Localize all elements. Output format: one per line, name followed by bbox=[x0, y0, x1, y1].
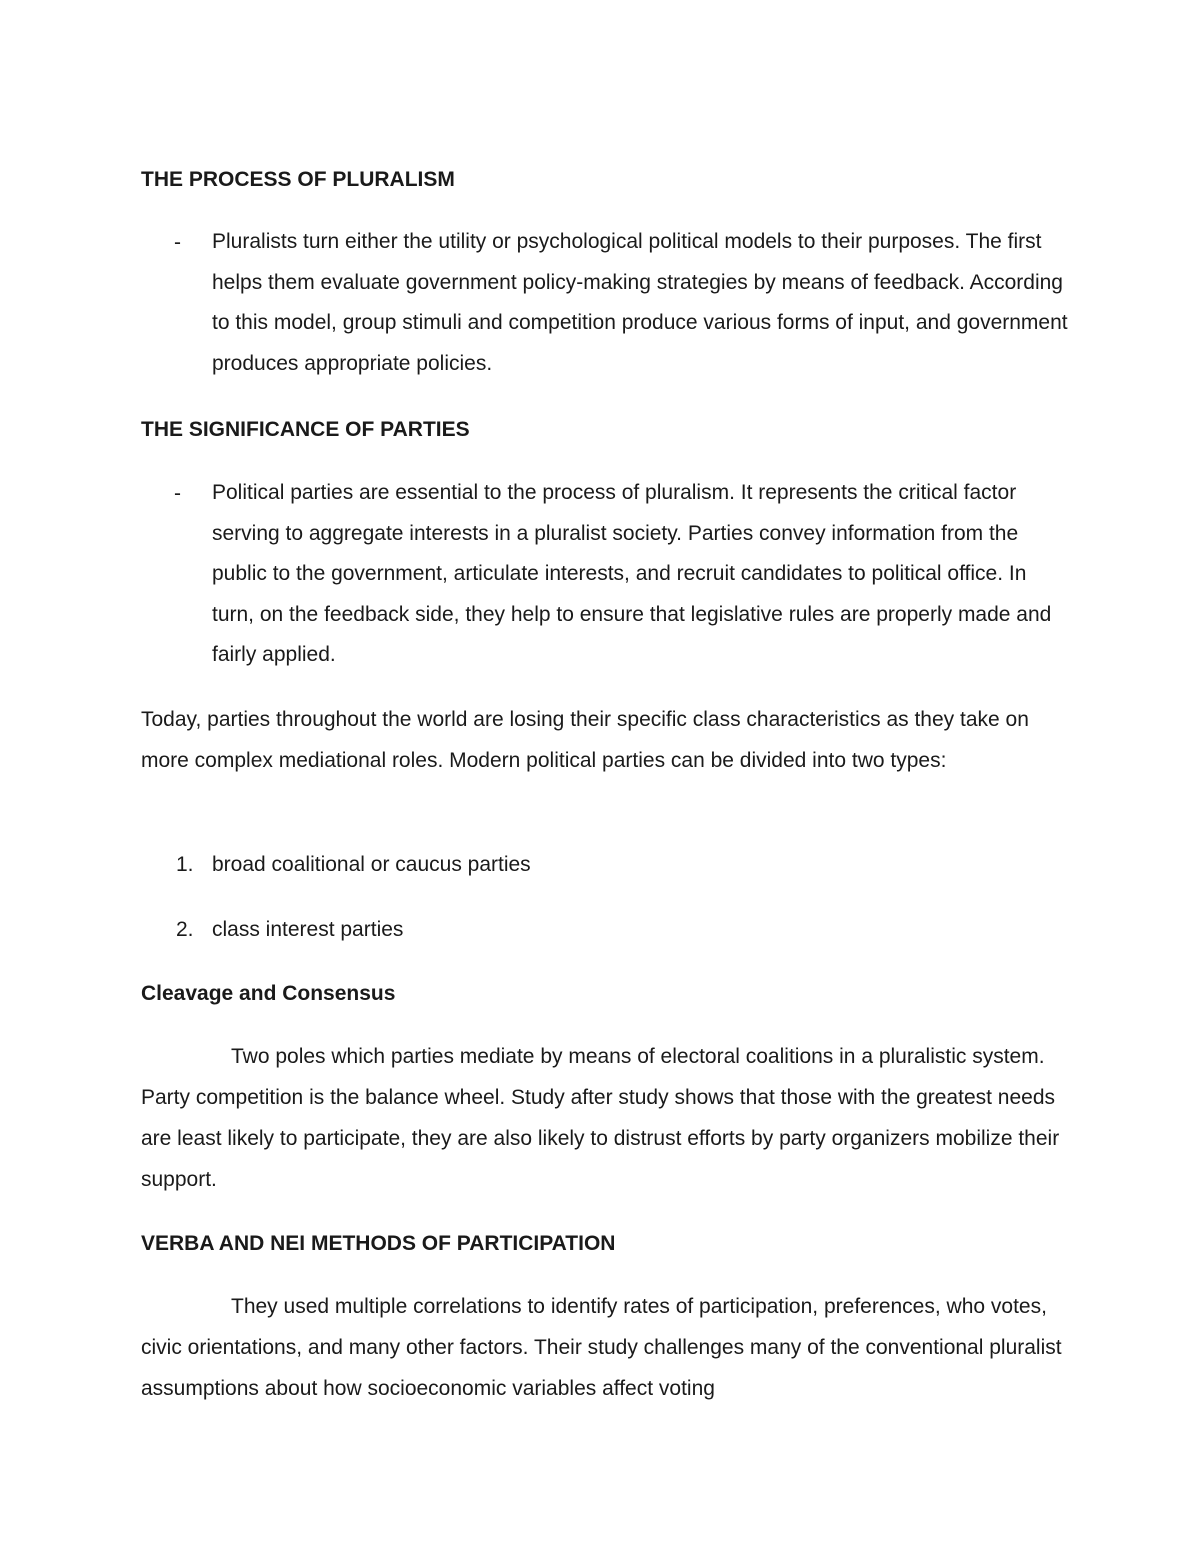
list-item-caucus-parties: broad coalitional or caucus parties bbox=[212, 853, 531, 876]
paragraph-verba: They used multiple correlations to identify rates of participation, preferences, who votes, civic orientations, and many other factors. Their study challenges many of the conventional pluralist assumptions about how socioeconomic variables affect voting bbox=[141, 1295, 1062, 1400]
heading-verba-and-nei: VERBA AND NEI METHODS OF PARTICIPATION bbox=[141, 1232, 616, 1255]
list-number: 1. bbox=[176, 853, 194, 876]
bullet-item-parties bbox=[141, 473, 1081, 678]
bullet-marker: - bbox=[174, 482, 181, 505]
list-number: 2. bbox=[176, 918, 194, 941]
bullet-text-pluralism: Pluralists turn either the utility or psychological political models to their purposes. The first helps them evaluate government policy-making strategies by means of feedback. According to this model, group stimuli and competition produce various forms of input, and government produces appropriate policies. bbox=[212, 230, 1068, 375]
heading-significance-of-parties: THE SIGNIFICANCE OF PARTIES bbox=[141, 418, 470, 441]
bullet-item-pluralism bbox=[141, 222, 1081, 387]
bullet-marker: - bbox=[174, 231, 181, 254]
list-item-class-interest-parties: class interest parties bbox=[212, 918, 404, 941]
heading-cleavage-and-consensus: Cleavage and Consensus bbox=[141, 982, 396, 1005]
paragraph-cleavage: Two poles which parties mediate by means of electoral coalitions in a pluralistic system. Party competition is the balance wheel. Study after study shows that those with the greatest needs are least likely to participate, they are also likely to distrust efforts by party organizers mobilize their support. bbox=[141, 1045, 1060, 1191]
bullet-text-parties: Political parties are essential to the process of pluralism. It represents the critical factor serving to aggregate interests in a pluralist society. Parties convey information from the public to the government, articulate interests, and recruit candidates to political office. In turn, on the feedback side, they help to ensure that legislative rules are properly made and fairly applied. bbox=[212, 481, 1052, 666]
heading-process-of-pluralism: THE PROCESS OF PLURALISM bbox=[141, 168, 455, 191]
paragraph-today: Today, parties throughout the world are losing their specific class characteristics as they take on more complex mediational roles. Modern political parties can be divided into two types: bbox=[141, 708, 1029, 772]
